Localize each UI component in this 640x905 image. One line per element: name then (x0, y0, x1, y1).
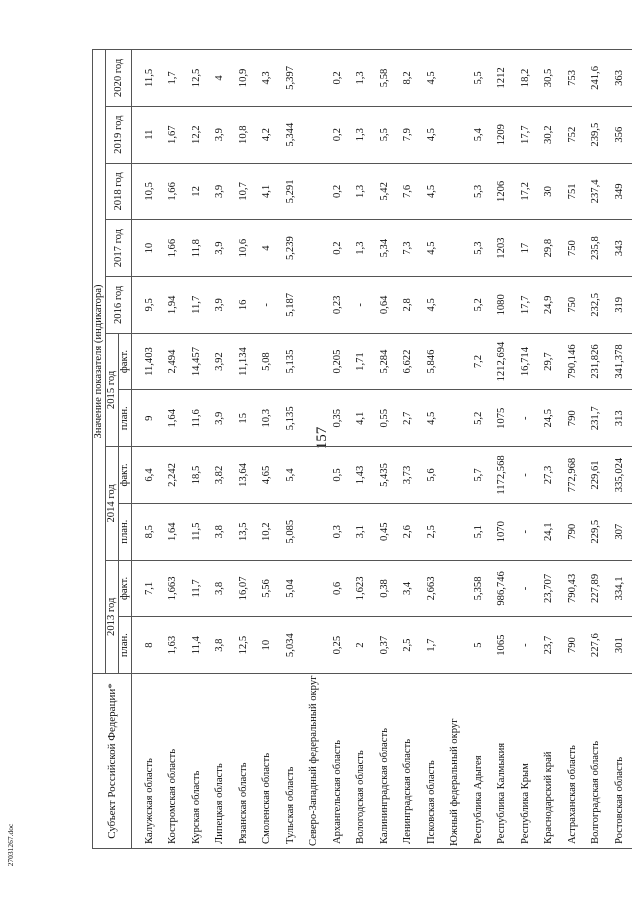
value-cell: 7,2 (467, 333, 491, 390)
value-cell: 229,5 (585, 503, 609, 560)
value-cell: 23,707 (538, 560, 562, 617)
table-row (326, 50, 350, 849)
value-cell: 237,4 (585, 163, 609, 220)
value-cell: 1,623 (350, 560, 374, 617)
region-name: Курская область (185, 674, 209, 849)
value-cell: 1,64 (162, 390, 186, 447)
value-cell: 0,2 (326, 50, 350, 107)
value-cell: 5 (467, 617, 491, 674)
empty-cell (303, 276, 327, 333)
value-cell: 2,6 (397, 503, 421, 560)
value-cell: 13,5 (232, 503, 256, 560)
value-cell: 5,2 (467, 276, 491, 333)
value-cell: 16,714 (514, 333, 538, 390)
value-cell: 10,2 (256, 503, 280, 560)
table-row (373, 50, 397, 849)
page-number: 157 (314, 426, 330, 450)
value-cell: 5,284 (373, 333, 397, 390)
value-cell: - (514, 447, 538, 504)
value-cell: 18,5 (185, 447, 209, 504)
empty-cell (303, 447, 327, 504)
value-cell: 0,6 (326, 560, 350, 617)
value-cell: 23,7 (538, 617, 562, 674)
region-name: Вологодская область (350, 674, 374, 849)
value-cell: 11 (138, 106, 162, 163)
value-cell: 1,71 (350, 333, 374, 390)
value-cell: 1,3 (350, 220, 374, 277)
value-cell: 11,5 (138, 50, 162, 107)
value-cell: 9 (138, 390, 162, 447)
empty-cell (303, 390, 327, 447)
region-name: Республика Калмыкия (491, 674, 515, 849)
region-name: Калининградская область (373, 674, 397, 849)
value-cell: 1,63 (162, 617, 186, 674)
value-cell: 29,7 (538, 333, 562, 390)
value-cell: 18,2 (514, 50, 538, 107)
value-cell: 3,9 (209, 163, 233, 220)
value-cell: 4,5 (420, 163, 444, 220)
region-name: Калужская область (138, 674, 162, 849)
value-cell: 5,04 (279, 560, 303, 617)
value-cell: 4 (256, 220, 280, 277)
value-cell: 3,9 (209, 276, 233, 333)
value-cell: 0,2 (326, 163, 350, 220)
value-cell: 5,4 (467, 106, 491, 163)
value-cell: 10,6 (232, 220, 256, 277)
table-header (93, 50, 132, 849)
value-cell: 0,205 (326, 333, 350, 390)
year-2018-header: 2018 год (106, 163, 132, 220)
value-cell: 12,5 (185, 50, 209, 107)
value-cell: 1203 (491, 220, 515, 277)
value-cell: 232,5 (585, 276, 609, 333)
value-cell: 30 (538, 163, 562, 220)
value-cell: 790 (561, 503, 585, 560)
table-row (350, 50, 374, 849)
indicator-table-container (92, 49, 625, 849)
value-cell: 30,5 (538, 50, 562, 107)
value-cell: 5,187 (279, 276, 303, 333)
empty-cell (444, 503, 468, 560)
value-cell: 1209 (491, 106, 515, 163)
region-name: Костромская область (162, 674, 186, 849)
value-cell: 17,2 (514, 163, 538, 220)
value-cell: 5,846 (420, 333, 444, 390)
value-cell: 3,8 (209, 560, 233, 617)
value-cell: 13,64 (232, 447, 256, 504)
value-cell: 10,3 (256, 390, 280, 447)
value-cell: 0,45 (373, 503, 397, 560)
empty-cell (444, 106, 468, 163)
value-cell: 790,43 (561, 560, 585, 617)
table-row (232, 50, 256, 849)
value-cell: 4,5 (420, 390, 444, 447)
table-row (608, 50, 632, 849)
value-cell: 1070 (491, 503, 515, 560)
value-cell: 2 (350, 617, 374, 674)
value-cell: 10,5 (138, 163, 162, 220)
value-cell: 1,43 (350, 447, 374, 504)
value-cell: 751 (561, 163, 585, 220)
value-cell: 16 (232, 276, 256, 333)
value-cell: 335,024 (608, 447, 632, 504)
empty-cell (444, 276, 468, 333)
value-cell: 9,5 (138, 276, 162, 333)
region-name: Краснодарский край (538, 674, 562, 849)
district-group-row (303, 50, 327, 849)
footer-filename: 27031267.doc (6, 823, 15, 867)
empty-cell (444, 390, 468, 447)
value-cell: 4,3 (256, 50, 280, 107)
value-cell: 0,25 (326, 617, 350, 674)
value-cell: 1065 (491, 617, 515, 674)
value-cell: 1,3 (350, 106, 374, 163)
value-cell: 1,3 (350, 163, 374, 220)
value-cell: 1,64 (162, 503, 186, 560)
table-row (138, 50, 162, 849)
value-cell: 0,23 (326, 276, 350, 333)
value-cell: 229,61 (585, 447, 609, 504)
value-cell: 5,56 (256, 560, 280, 617)
value-cell: - (514, 503, 538, 560)
value-cell: 3,9 (209, 390, 233, 447)
value-cell: 5,034 (279, 617, 303, 674)
value-cell: 349 (608, 163, 632, 220)
region-name: Смоленская область (256, 674, 280, 849)
table-row (561, 50, 585, 849)
year-2017-header: 2017 год (106, 220, 132, 277)
value-cell: 1172,568 (491, 447, 515, 504)
value-cell: 5,2 (467, 390, 491, 447)
value-cell: - (256, 276, 280, 333)
value-cell: 334,1 (608, 560, 632, 617)
region-name: Псковская область (420, 674, 444, 849)
value-cell: 5,435 (373, 447, 397, 504)
table-row (185, 50, 209, 849)
value-cell: 3,73 (397, 447, 421, 504)
value-cell: 1,7 (162, 50, 186, 107)
value-cell: 3,9 (209, 220, 233, 277)
empty-cell (303, 50, 327, 107)
fact-header: факт. (119, 333, 132, 390)
value-cell: 750 (561, 276, 585, 333)
value-cell: 986,746 (491, 560, 515, 617)
table-row (491, 50, 515, 849)
value-cell: 3,8 (209, 503, 233, 560)
value-cell: 11,403 (138, 333, 162, 390)
value-cell: 5,5 (373, 106, 397, 163)
value-cell: 3,92 (209, 333, 233, 390)
region-name: Ленинградская область (397, 674, 421, 849)
table-row (538, 50, 562, 849)
empty-cell (303, 617, 327, 674)
value-cell: 2,494 (162, 333, 186, 390)
indicator-header: Значение показателя (индикатора) (93, 50, 106, 674)
value-cell: 0,5 (326, 447, 350, 504)
value-cell: 30,2 (538, 106, 562, 163)
value-cell: 5,6 (420, 447, 444, 504)
table-row (279, 50, 303, 849)
region-name: Липецкая область (209, 674, 233, 849)
value-cell: 1,66 (162, 163, 186, 220)
value-cell: 24,5 (538, 390, 562, 447)
value-cell: 1206 (491, 163, 515, 220)
value-cell: 6,622 (397, 333, 421, 390)
value-cell: 1212,694 (491, 333, 515, 390)
value-cell: - (514, 560, 538, 617)
value-cell: 4,65 (256, 447, 280, 504)
value-cell: 301 (608, 617, 632, 674)
value-cell: 24,1 (538, 503, 562, 560)
value-cell: 231,826 (585, 333, 609, 390)
plan-header: план. (119, 617, 132, 674)
region-name: Архангельская область (326, 674, 350, 849)
value-cell: 4,1 (256, 163, 280, 220)
table-row (467, 50, 491, 849)
value-cell: 3,82 (209, 447, 233, 504)
empty-cell (303, 106, 327, 163)
value-cell: 11,7 (185, 560, 209, 617)
value-cell: 11,134 (232, 333, 256, 390)
value-cell: 15 (232, 390, 256, 447)
year-2015-header: 2015 год (106, 333, 119, 446)
value-cell: 2,8 (397, 276, 421, 333)
value-cell: 5,135 (279, 333, 303, 390)
value-cell: 5,3 (467, 220, 491, 277)
value-cell: 5,58 (373, 50, 397, 107)
table-row (256, 50, 280, 849)
value-cell: 4 (209, 50, 233, 107)
value-cell: 2,663 (420, 560, 444, 617)
value-cell: 3,4 (397, 560, 421, 617)
table-row (162, 50, 186, 849)
value-cell: 1,66 (162, 220, 186, 277)
value-cell: 2,242 (162, 447, 186, 504)
year-2020-header: 2020 год (106, 50, 132, 107)
year-2013-header: 2013 год (106, 560, 119, 673)
district-name: Южный федеральный округ (444, 674, 468, 849)
table-row (514, 50, 538, 849)
value-cell: 5,4 (279, 447, 303, 504)
value-cell: 16,07 (232, 560, 256, 617)
value-cell: 10,8 (232, 106, 256, 163)
value-cell: 5,7 (467, 447, 491, 504)
value-cell: 1,7 (420, 617, 444, 674)
value-cell: 12 (185, 163, 209, 220)
value-cell: 6,4 (138, 447, 162, 504)
value-cell: 11,8 (185, 220, 209, 277)
value-cell: 0,2 (326, 220, 350, 277)
value-cell: 1,3 (350, 50, 374, 107)
region-name: Волгоградская область (585, 674, 609, 849)
value-cell: 14,457 (185, 333, 209, 390)
empty-cell (444, 333, 468, 390)
value-cell: 0,3 (326, 503, 350, 560)
value-cell: 752 (561, 106, 585, 163)
fact-header: факт. (119, 560, 132, 617)
value-cell: 7,6 (397, 163, 421, 220)
value-cell: 1080 (491, 276, 515, 333)
value-cell: 2,5 (397, 617, 421, 674)
value-cell: 10 (256, 617, 280, 674)
value-cell: 4,1 (350, 390, 374, 447)
value-cell: 5,135 (279, 390, 303, 447)
value-cell: 363 (608, 50, 632, 107)
value-cell: 5,358 (467, 560, 491, 617)
value-cell: - (514, 617, 538, 674)
value-cell: 27,3 (538, 447, 562, 504)
district-group-row (444, 50, 468, 849)
value-cell: 2,5 (420, 503, 444, 560)
region-name: Тульская область (279, 674, 303, 849)
empty-cell (444, 163, 468, 220)
region-name: Республика Крым (514, 674, 538, 849)
fact-header: факт. (119, 447, 132, 504)
value-cell: 4,5 (420, 106, 444, 163)
value-cell: 10,9 (232, 50, 256, 107)
value-cell: 313 (608, 390, 632, 447)
value-cell: 17,7 (514, 276, 538, 333)
value-cell: 12,5 (232, 617, 256, 674)
empty-cell (444, 220, 468, 277)
value-cell: 5,08 (256, 333, 280, 390)
value-cell: 8,2 (397, 50, 421, 107)
value-cell: 5,5 (467, 50, 491, 107)
value-cell: 790 (561, 390, 585, 447)
table-row (209, 50, 233, 849)
table-row (585, 50, 609, 849)
value-cell: 11,5 (185, 503, 209, 560)
value-cell: 2,7 (397, 390, 421, 447)
value-cell: 356 (608, 106, 632, 163)
district-name: Северо-Западный федеральный округ (303, 674, 327, 849)
value-cell: 4,5 (420, 276, 444, 333)
value-cell: 5,3 (467, 163, 491, 220)
value-cell: 1075 (491, 390, 515, 447)
value-cell: 5,239 (279, 220, 303, 277)
value-cell: - (514, 390, 538, 447)
value-cell: 5,397 (279, 50, 303, 107)
subject-header: Субъект Российской Федерации* (93, 674, 132, 849)
year-2016-header: 2016 год (106, 276, 132, 333)
empty-cell (444, 617, 468, 674)
plan-header: план. (119, 503, 132, 560)
value-cell: 341,378 (608, 333, 632, 390)
empty-cell (303, 163, 327, 220)
value-cell: 307 (608, 503, 632, 560)
value-cell: 29,8 (538, 220, 562, 277)
table-body (132, 50, 632, 849)
value-cell: 5,34 (373, 220, 397, 277)
value-cell: 8 (138, 617, 162, 674)
value-cell: 3,9 (209, 106, 233, 163)
value-cell: 241,6 (585, 50, 609, 107)
value-cell: 5,344 (279, 106, 303, 163)
table-row (420, 50, 444, 849)
empty-cell (444, 50, 468, 107)
value-cell: 0,35 (326, 390, 350, 447)
empty-cell (303, 220, 327, 277)
value-cell: 24,9 (538, 276, 562, 333)
value-cell: 11,4 (185, 617, 209, 674)
value-cell: 12,2 (185, 106, 209, 163)
value-cell: 10 (138, 220, 162, 277)
value-cell: 5,291 (279, 163, 303, 220)
year-2019-header: 2019 год (106, 106, 132, 163)
value-cell: - (350, 276, 374, 333)
empty-cell (303, 560, 327, 617)
value-cell: 17 (514, 220, 538, 277)
value-cell: 235,8 (585, 220, 609, 277)
year-2014-header: 2014 год (106, 447, 119, 560)
value-cell: 3,1 (350, 503, 374, 560)
value-cell: 1212 (491, 50, 515, 107)
value-cell: 790,146 (561, 333, 585, 390)
value-cell: 750 (561, 220, 585, 277)
indicator-table (92, 49, 632, 849)
value-cell: 11,7 (185, 276, 209, 333)
value-cell: 1,94 (162, 276, 186, 333)
value-cell: 0,55 (373, 390, 397, 447)
region-name: Республика Адыгея (467, 674, 491, 849)
empty-cell (303, 503, 327, 560)
value-cell: 7,3 (397, 220, 421, 277)
value-cell: 5,1 (467, 503, 491, 560)
value-cell: 790 (561, 617, 585, 674)
value-cell: 0,37 (373, 617, 397, 674)
value-cell: 0,38 (373, 560, 397, 617)
value-cell: 0,2 (326, 106, 350, 163)
value-cell: 239,5 (585, 106, 609, 163)
region-name: Астраханская область (561, 674, 585, 849)
value-cell: 227,6 (585, 617, 609, 674)
value-cell: 4,5 (420, 220, 444, 277)
value-cell: 11,6 (185, 390, 209, 447)
value-cell: 8,5 (138, 503, 162, 560)
value-cell: 0,64 (373, 276, 397, 333)
value-cell: 1,663 (162, 560, 186, 617)
value-cell: 4,5 (420, 50, 444, 107)
value-cell: 5,085 (279, 503, 303, 560)
value-cell: 231,7 (585, 390, 609, 447)
value-cell: 17,7 (514, 106, 538, 163)
value-cell: 7,9 (397, 106, 421, 163)
value-cell: 753 (561, 50, 585, 107)
empty-cell (444, 447, 468, 504)
value-cell: 1,67 (162, 106, 186, 163)
value-cell: 4,2 (256, 106, 280, 163)
value-cell: 772,968 (561, 447, 585, 504)
plan-header: план. (119, 390, 132, 447)
value-cell: 10,7 (232, 163, 256, 220)
region-name: Рязанская область (232, 674, 256, 849)
value-cell: 227,89 (585, 560, 609, 617)
value-cell: 319 (608, 276, 632, 333)
value-cell: 7,1 (138, 560, 162, 617)
empty-cell (303, 333, 327, 390)
value-cell: 343 (608, 220, 632, 277)
empty-cell (444, 560, 468, 617)
table-row (397, 50, 421, 849)
value-cell: 3,8 (209, 617, 233, 674)
value-cell: 5,42 (373, 163, 397, 220)
region-name: Ростовская область (608, 674, 632, 849)
